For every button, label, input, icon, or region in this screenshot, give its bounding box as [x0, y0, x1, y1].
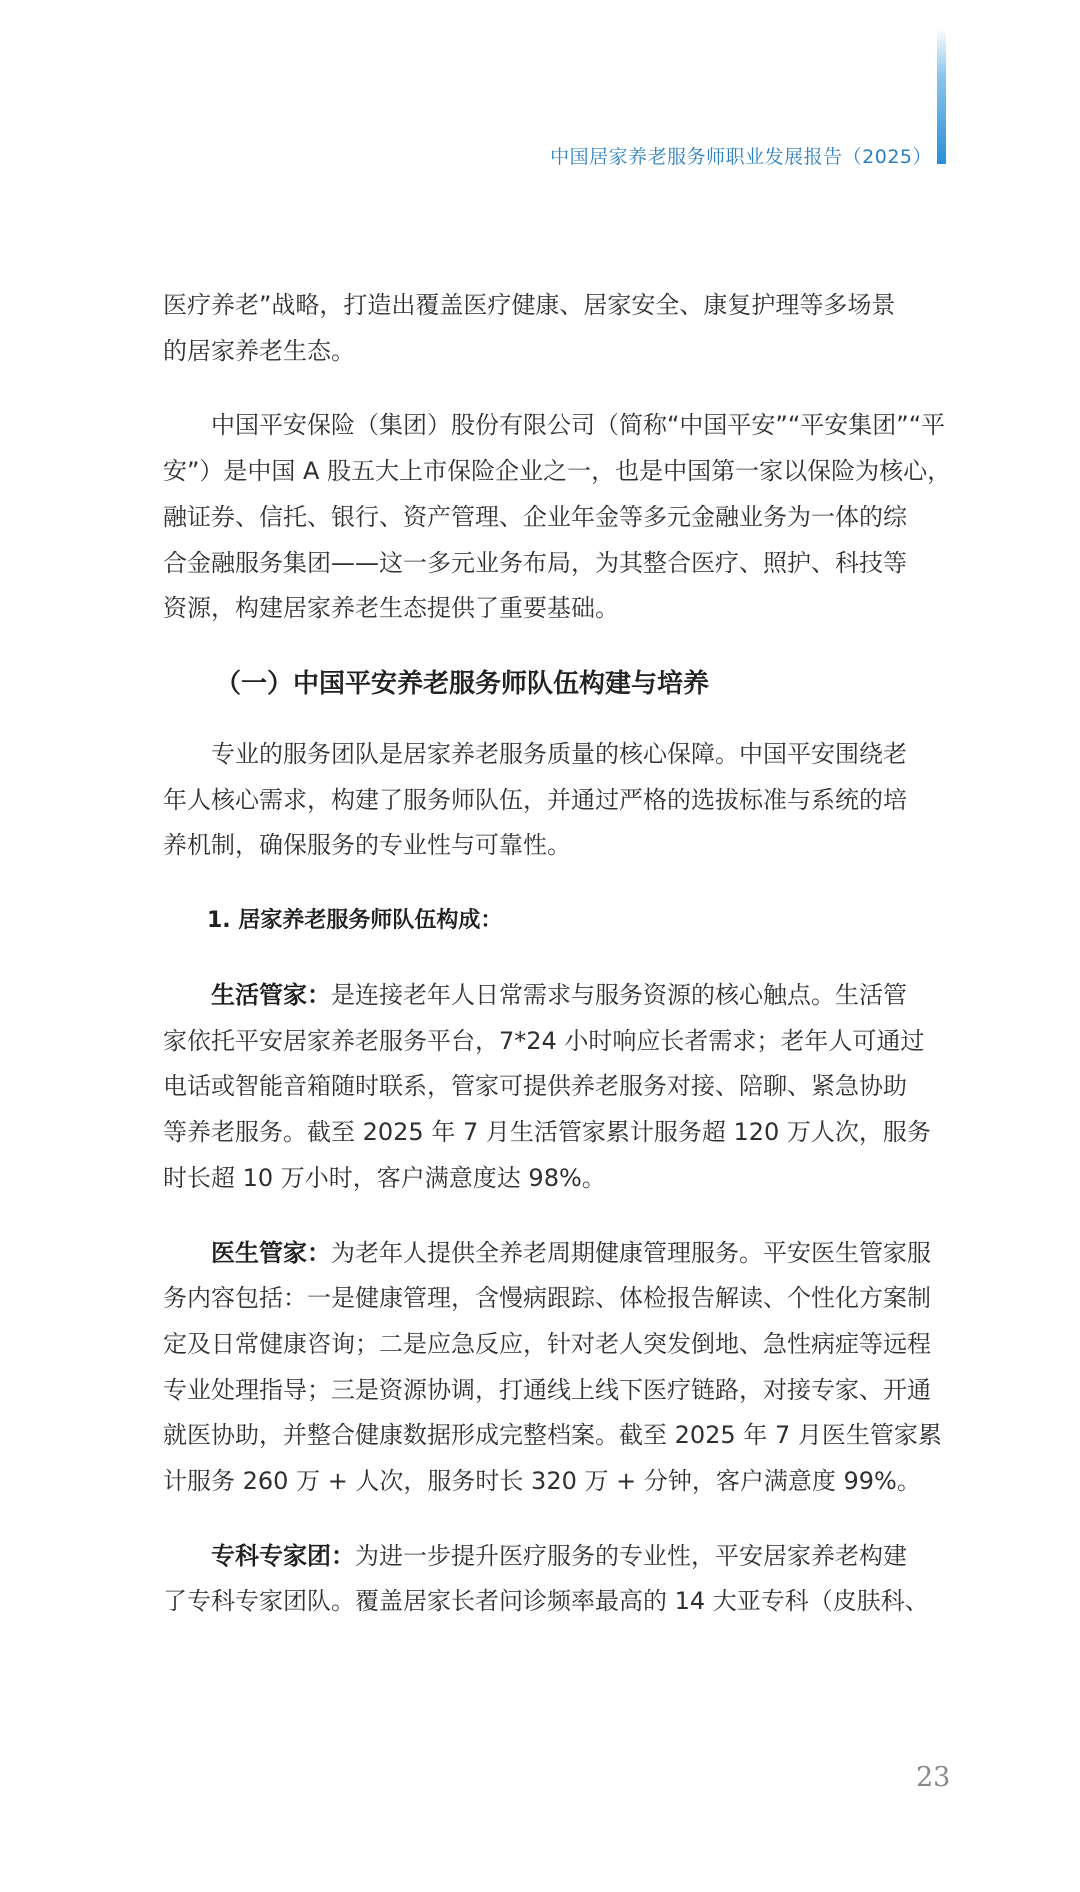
- text-line: 专业的服务团队是居家养老服务质量的核心保障。中国平安围绕老: [211, 739, 907, 768]
- header-accent-bar: [937, 28, 946, 164]
- text-line: 养机制，确保服务的专业性与可靠性。: [163, 831, 571, 860]
- paragraph-specialist-team: [163, 1534, 947, 1625]
- text-line: 的居家养老生态。: [163, 336, 355, 365]
- text-line: 年人核心需求，构建了服务师队伍，并通过严格的选拔标准与系统的培: [163, 785, 907, 814]
- specialist-team-label: 专科专家团：: [211, 1541, 355, 1570]
- text-line: [163, 1231, 947, 1277]
- text-line: [163, 1534, 947, 1580]
- text-line: 了专科专家团队。覆盖居家长者问诊频率最高的 14 大亚专科（皮肤科、: [163, 1587, 929, 1616]
- running-header-title: 中国居家养老服务师职业发展报告（2025）: [550, 146, 932, 168]
- section-heading: （一）中国平安养老服务师队伍构建与培养: [215, 668, 710, 699]
- text-line: 合金融服务集团——这一多元业务布局，为其整合医疗、照护、科技等: [163, 548, 907, 577]
- text-run: 是连接老年人日常需求与服务资源的核心触点。生活管: [331, 981, 907, 1010]
- text-run: 为老年人提供全养老周期健康管理服务。平安医生管家服: [331, 1238, 931, 1267]
- text-line: 时长超 10 万小时，客户满意度达 98%。: [163, 1163, 606, 1192]
- doctor-butler-label: 医生管家：: [211, 1238, 331, 1267]
- text-line: 电话或智能音箱随时联系，管家可提供养老服务对接、陪聊、紧急协助: [163, 1072, 907, 1101]
- text-line: 安”）是中国 A 股五大上市保险企业之一，也是中国第一家以保险为核心，: [163, 457, 952, 486]
- life-butler-label: 生活管家：: [211, 981, 331, 1010]
- text-line: 等养老服务。截至 2025 年 7 月生活管家累计服务超 120 万人次，服务: [163, 1118, 931, 1147]
- text-line: 资源，构建居家养老生态提供了重要基础。: [163, 594, 619, 623]
- text-line: 融证券、信托、银行、资产管理、企业年金等多元金融业务为一体的综: [163, 502, 907, 531]
- text-line: 计服务 260 万 + 人次，服务时长 320 万 + 分钟，客户满意度 99%。: [163, 1467, 921, 1496]
- text-line: 医疗养老”战略，打造出覆盖医疗健康、居家安全、康复护理等多场景: [163, 291, 896, 319]
- page-body: [163, 283, 952, 1654]
- paragraph-continued: [163, 283, 947, 374]
- paragraph-doctor-butler: [163, 1231, 947, 1505]
- text-line: 家依托平安居家养老服务平台，7*24 小时响应长者需求；老年人可通过: [163, 1026, 925, 1055]
- text-run: 为进一步提升医疗服务的专业性，平安居家养老构建: [355, 1541, 907, 1570]
- text-line: 中国平安保险（集团）股份有限公司（简称“中国平安”“平安集团”“平: [211, 411, 946, 440]
- text-line: 专业处理指导；三是资源协调，打通线上线下医疗链路，对接专家、开通: [163, 1375, 931, 1404]
- text-line: [163, 973, 947, 1019]
- paragraph-team-overview: [163, 732, 947, 869]
- page-number: 23: [916, 1762, 951, 1793]
- sub-heading: 1. 居家养老服务师队伍构成：: [207, 908, 503, 934]
- paragraph-ping-an-intro: [163, 403, 952, 632]
- text-line: 就医协助，并整合健康数据形成完整档案。截至 2025 年 7 月医生管家累: [163, 1421, 942, 1450]
- paragraph-life-butler: [163, 973, 947, 1202]
- text-line: 定及日常健康咨询；二是应急反应，针对老人突发倒地、急性病症等远程: [163, 1329, 931, 1358]
- text-line: 务内容包括：一是健康管理，含慢病跟踪、体检报告解读、个性化方案制: [163, 1284, 931, 1313]
